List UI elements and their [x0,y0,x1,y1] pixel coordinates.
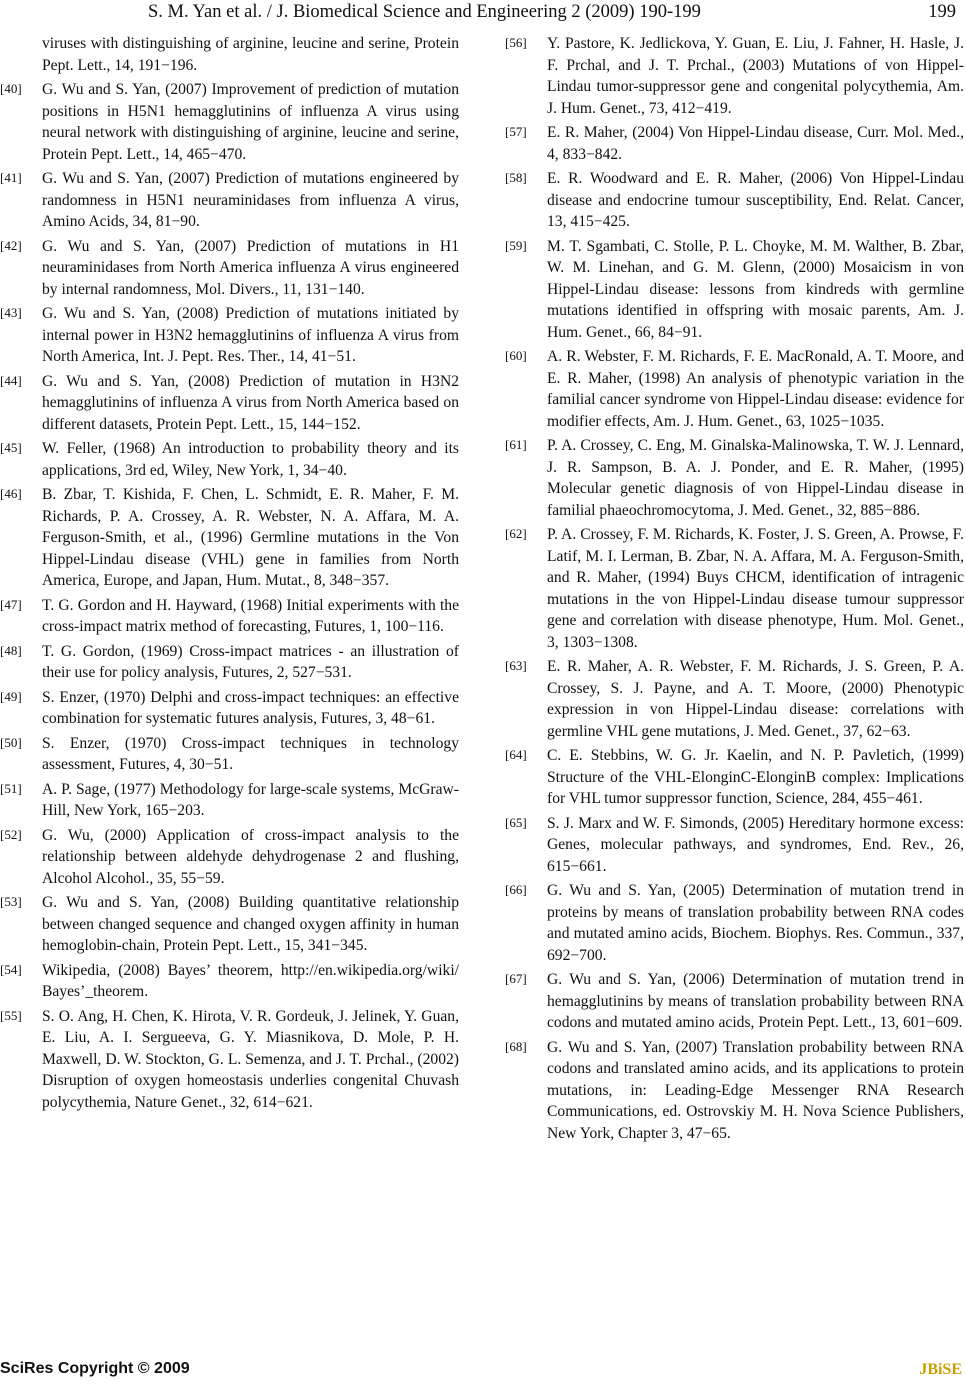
reference-continuation [0,33,459,76]
reference-number: [56] [505,35,527,50]
reference-item [0,236,459,301]
reference-text: P. A. Crossey, C. Eng, M. Ginalska-Malinowska, T. W. J. Lennard, J. R. Sampson, B. A. J. Ponder, and E. R. Maher, (1995) Molecular genetic diagnosis of von Hippel-Lindau disease in familial phaeochromocytoma, J. Med. Genet., 32, 885−886. [547,437,964,519]
reference-item [505,1037,964,1145]
reference-item [0,641,459,684]
reference-item [0,438,459,481]
reference-text: G. Wu and S. Yan, (2007) Prediction of mutations engineered by randomness in H5N1 neuraminidases from influenza A virus, Amino Acids, 34, 81−90. [42,170,459,230]
reference-text: W. Feller, (1968) An introduction to probability theory and its applications, 3rd ed, Wiley, New York, 1, 34−40. [42,440,459,479]
reference-number: [55] [0,1007,22,1023]
reference-text: T. G. Gordon, (1969) Cross-impact matrices - an illustration of their use for policy analysis, Futures, 2, 527−531. [42,642,459,681]
reference-text: Wikipedia, (2008) Bayes’ theorem, http://en.wikipedia.org/wiki/ Bayes’_theorem. [42,961,459,1000]
reference-text: B. Zbar, T. Kishida, F. Chen, L. Schmidt, E. R. Maher, F. M. Richards, P. A. Crossey, A. R. Webster, N. A. Affara, M. A. Ferguson-Smith, et al., (1996) Germline mutations in the Von Hippel-Lindau disease (VHL) gene in families from North America, Europe, and Japan, Hum. Mutat., 8, 348−357. [42,486,459,589]
reference-number: [54] [0,961,22,977]
reference-text: G. Wu and S. Yan, (2007) Prediction of mutations in H1 neuraminidases from North America influenza A virus engineered by internal randomness, Mol. Divers., 11, 131−140. [42,237,459,298]
reference-item [0,79,459,165]
reference-text: S. Enzer, (1970) Delphi and cross-impact techniques: an effective combination for systematic futures analysis, Futures, 3, 48−61. [42,688,459,727]
reference-number: [52] [0,826,22,842]
reference-item [505,435,964,521]
reference-item [0,371,459,436]
reference-number: [66] [505,882,527,897]
left-column [0,33,459,1116]
reference-number: [64] [505,747,527,762]
reference-item [0,960,459,1003]
reference-item [505,969,964,1034]
reference-text: G. Wu, (2000) Application of cross-impact analysis to the relationship between aldehyde dehydrogenase 2 and flushing, Alcohol Alcohol., 35, 55−59. [42,826,459,887]
reference-item [0,892,459,957]
reference-text: M. T. Sgambati, C. Stolle, P. L. Choyke, M. M. Walther, B. Zbar, W. M. Linehan, and G. M. Glenn, (2000) Mosaicism in von Hippel-Lindau disease: lessons from kindreds with germline mutations identified in offspring with mosaic parents, Am. J. Hum. Genet., 66, 84−91. [547,237,964,341]
reference-number: [51] [0,780,22,796]
reference-text: G. Wu and S. Yan, (2006) Determination of mutation trend in hemagglutinins by means of translation probability between RNA codons and mutated amino acids, Protein Pept. Lett., 13, 601−609. [547,971,964,1031]
running-header [0,2,966,26]
reference-text: S. Enzer, (1970) Cross-impact techniques in technology assessment, Futures, 4, 30−51. [42,734,459,773]
reference-item [0,303,459,368]
reference-text: G. Wu and S. Yan, (2007) Improvement of prediction of mutation positions in H5N1 hemagglutinins of influenza A virus using neural network with distinguishing of arginine, leucine and serine, Protein Pept. Lett., 14, 465−470. [42,81,459,163]
reference-text: G. Wu and S. Yan, (2005) Determination of mutation trend in proteins by means of translation probability between RNA codes and mutated amino acids, Biochem. Biophys. Res. Commun., 337, 692−700. [547,882,964,964]
reference-number: [49] [0,688,22,704]
reference-text: A. P. Sage, (1977) Methodology for large-scale systems, McGraw-Hill, New York, 165−203. [42,780,459,819]
reference-number: [48] [0,642,22,658]
reference-text: E. R. Maher, A. R. Webster, F. M. Richards, J. S. Green, P. A. Crossey, S. J. Payne, and A. T. Moore, (2000) Phenotypic expression in von Hippel-Lindau disease: correlations with germline VHL gene mutations, J. Med. Genet., 37, 62−63. [547,658,964,740]
reference-number: [60] [505,348,527,363]
reference-text: A. R. Webster, F. M. Richards, F. E. MacRonald, A. T. Moore, and E. R. Maher, (1998) An analysis of phenotypic variation in the familial cancer syndrome von Hippel-Lindau disease: evidence for modifier effects, Am. J. Hum. Genet., 63, 1025−1035. [547,348,964,430]
footer-journal: JBiSE [919,1361,962,1378]
reference-item [0,595,459,638]
reference-text: T. G. Gordon and H. Hayward, (1968) Initial experiments with the cross-impact matrix method of forecasting, Futures, 1, 100−116. [42,596,459,635]
reference-item [0,825,459,890]
right-column [505,33,964,1147]
reference-item [505,33,964,119]
reference-text: C. E. Stebbins, W. G. Jr. Kaelin, and N. P. Pavletich, (1999) Structure of the VHL-ElonginC-ElonginB complex: Implications for VHL tumor suppressor function, Science, 284, 455−461. [547,747,964,807]
reference-number: [65] [505,814,527,830]
reference-item [505,813,964,878]
reference-item [505,236,964,344]
reference-number: [45] [0,440,22,455]
reference-number: [57] [505,124,527,139]
page-number: 199 [928,2,956,22]
reference-item [0,1006,459,1114]
reference-text: P. A. Crossey, F. M. Richards, K. Foster, J. S. Green, A. Prowse, F. Latif, M. I. Lerman, B. Zbar, N. A. Affara, M. A. Ferguson-Smith, and R. Maher, (1994) Buys CHCM, identification of intragenic mutations in the von Hippel-Lindau disease tumour suppressor gene and correlation with disease phenotype, Hum. Mol. Genet., 3, 1303−1308. [547,526,964,651]
reference-number: [68] [505,1038,527,1054]
reference-item [0,733,459,776]
footer-copyright: SciRes Copyright © 2009 [0,1360,190,1377]
reference-number: [62] [505,526,527,541]
reference-list-left [0,79,459,1113]
reference-number: [67] [505,971,527,986]
reference-text: S. J. Marx and W. F. Simonds, (2005) Hereditary hormone excess: Genes, molecular pathways, and syndromes, End. Rev., 26, 615−661. [547,814,964,875]
reference-text: G. Wu and S. Yan, (2007) Translation probability between RNA codons and translated amino acids, and its applications to protein mutations, in: Leading-Edge Messenger RNA Research Communications, ed. Ostrovskiy M. H. Nova Science Publishers, New York, Chapter 3, 47−65. [547,1038,964,1142]
reference-text: G. Wu and S. Yan, (2008) Prediction of mutations initiated by internal power in H3N2 hemagglutinins of influenza A virus from North America, Int. J. Pept. Res. Ther., 14, 41−51. [42,305,459,365]
reference-list-right [505,33,964,1144]
reference-item [0,687,459,730]
reference-item [505,745,964,810]
reference-number: [58] [505,170,527,185]
reference-text: Y. Pastore, K. Jedlickova, Y. Guan, E. Liu, J. Fahner, H. Hasle, J. F. Prchal, and J. T. Prchal., (2003) Mutations of von Hippel- Lindau tumor-suppressor gene and congenital polycythemia, Am. J. Hum. Genet., 73, 412−419. [547,35,964,117]
reference-text: E. R. Woodward and E. R. Maher, (2006) Von Hippel-Lindau disease and endocrine tumour susceptibility, End. Relat. Cancer, 13, 415−425. [547,170,964,230]
reference-item [505,346,964,432]
reference-number: [63] [505,658,527,673]
reference-number: [59] [505,237,527,253]
reference-number: [42] [0,237,22,253]
reference-text: viruses with distinguishing of arginine, leucine and serine, Protein Pept. Lett., 14, 191−196. [42,35,459,74]
reference-item [505,524,964,653]
reference-item [505,168,964,233]
reference-number: [47] [0,596,22,612]
reference-item [505,122,964,165]
reference-number: [53] [0,894,22,909]
reference-text: G. Wu and S. Yan, (2008) Prediction of mutation in H3N2 hemagglutinins of influenza A virus from North America based on different datasets, Protein Pept. Lett., 15, 144−152. [42,372,459,433]
reference-number: [41] [0,170,22,185]
reference-number: [61] [505,437,527,452]
reference-item [0,779,459,822]
reference-number: [46] [0,486,22,501]
reference-text: S. O. Ang, H. Chen, K. Hirota, V. R. Gordeuk, J. Jelinek, Y. Guan, E. Liu, A. I. Sergueeva, G. Y. Miasnikova, D. Mole, P. H. Maxwell, D. W. Stockton, G. L. Semenza, and J. T. Prchal., (2002) Disruption of oxygen homeostasis underlies congenital Chuvash polycythemia, Nature Genet., 32, 614−621. [42,1007,459,1111]
reference-item [0,168,459,233]
reference-item [505,880,964,966]
reference-number: [43] [0,305,22,320]
reference-number: [40] [0,81,22,96]
running-head: S. M. Yan et al. / J. Biomedical Science and Engineering 2 (2009) 190-199 [148,2,701,22]
reference-item [0,484,459,592]
reference-number: [50] [0,734,22,750]
reference-text: G. Wu and S. Yan, (2008) Building quantitative relationship between changed sequence and changed oxygen affinity in human hemoglobin-chain, Protein Pept. Lett., 15, 341−345. [42,894,459,954]
reference-item [505,656,964,742]
reference-number: [44] [0,372,22,388]
reference-text: E. R. Maher, (2004) Von Hippel-Lindau disease, Curr. Mol. Med., 4, 833−842. [547,124,964,163]
